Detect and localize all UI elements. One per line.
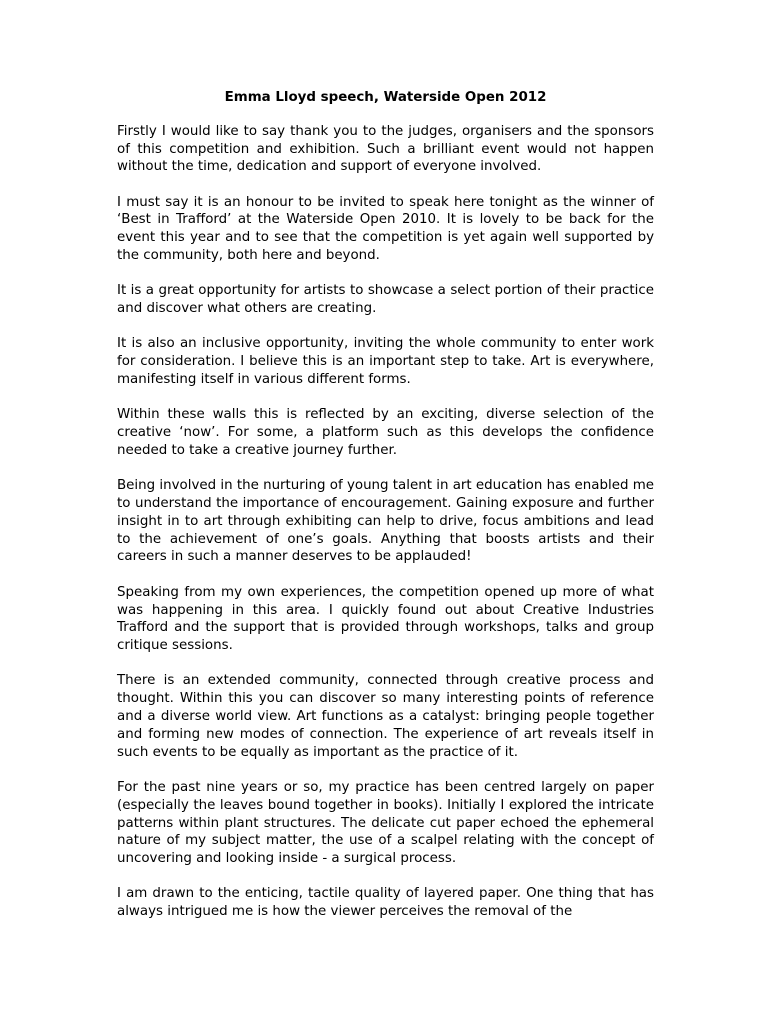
paragraph-community: There is an extended community, connected through creative process and thought. Within this you can discover so many interesting points of reference and a diverse world view. Art functions as a catalyst: bringing people together and forming new modes of connection. The experience of art reveals itself in such events to be equally as important as the practice of it. xyxy=(117,673,654,760)
paragraph-education: Being involved in the nurturing of young talent in art education has enabled me to understand the importance of encouragement. Gaining exposure and further insight in to art through exhibiting can help to drive, focus ambitions and lead to the achievement of one’s goals. Anything that boosts artists and their careers in such a manner deserves to be applauded! xyxy=(117,478,654,565)
paragraph-experiences: Speaking from my own experiences, the competition opened up more of what was happening in this area. I quickly found out about Creative Industries Trafford and the support that is provided through workshops, talks and group critique sessions. xyxy=(117,584,654,654)
paragraph-opportunity: It is a great opportunity for artists to showcase a select portion of their practice and discover what others are creating. xyxy=(117,283,654,317)
document-title: Emma Lloyd speech, Waterside Open 2012 xyxy=(224,90,547,105)
paragraph-layered-paper: I am drawn to the enticing, tactile quality of layered paper. One thing that has always intrigued me is how the viewer perceives the removal of the xyxy=(117,886,654,920)
paragraph-thanks: Firstly I would like to say thank you to the judges, organisers and the sponsors of this competition and exhibition. Such a brilliant event would not happen without the time, dedication and support of everyone involved. xyxy=(117,123,654,175)
paragraph-inclusive: It is also an inclusive opportunity, inviting the whole community to enter work for consideration. I believe this is an important step to take. Art is everywhere, manifesting itself in various different forms. xyxy=(117,336,654,388)
paragraph-practice: For the past nine years or so, my practice has been centred largely on paper (especially the leaves bound together in books). Initially I explored the intricate patterns within plant structures. The delicate cut paper echoed the ephemeral nature of my subject matter, the use of a scalpel relating with the concept of uncovering and looking inside - a surgical process. xyxy=(117,779,654,867)
document-body xyxy=(117,89,654,938)
paragraph-honour: I must say it is an honour to be invited to speak here tonight as the winner of ‘Best in Trafford’ at the Waterside Open 2010. It is lovely to be back for the event this year and to see that the competition is yet again well supported by the community, both here and beyond. xyxy=(117,194,654,264)
paragraph-walls: Within these walls this is reflected by an exciting, diverse selection of the creative ‘now’. For some, a platform such as this develops the confidence needed to take a creative journey further. xyxy=(117,407,654,458)
